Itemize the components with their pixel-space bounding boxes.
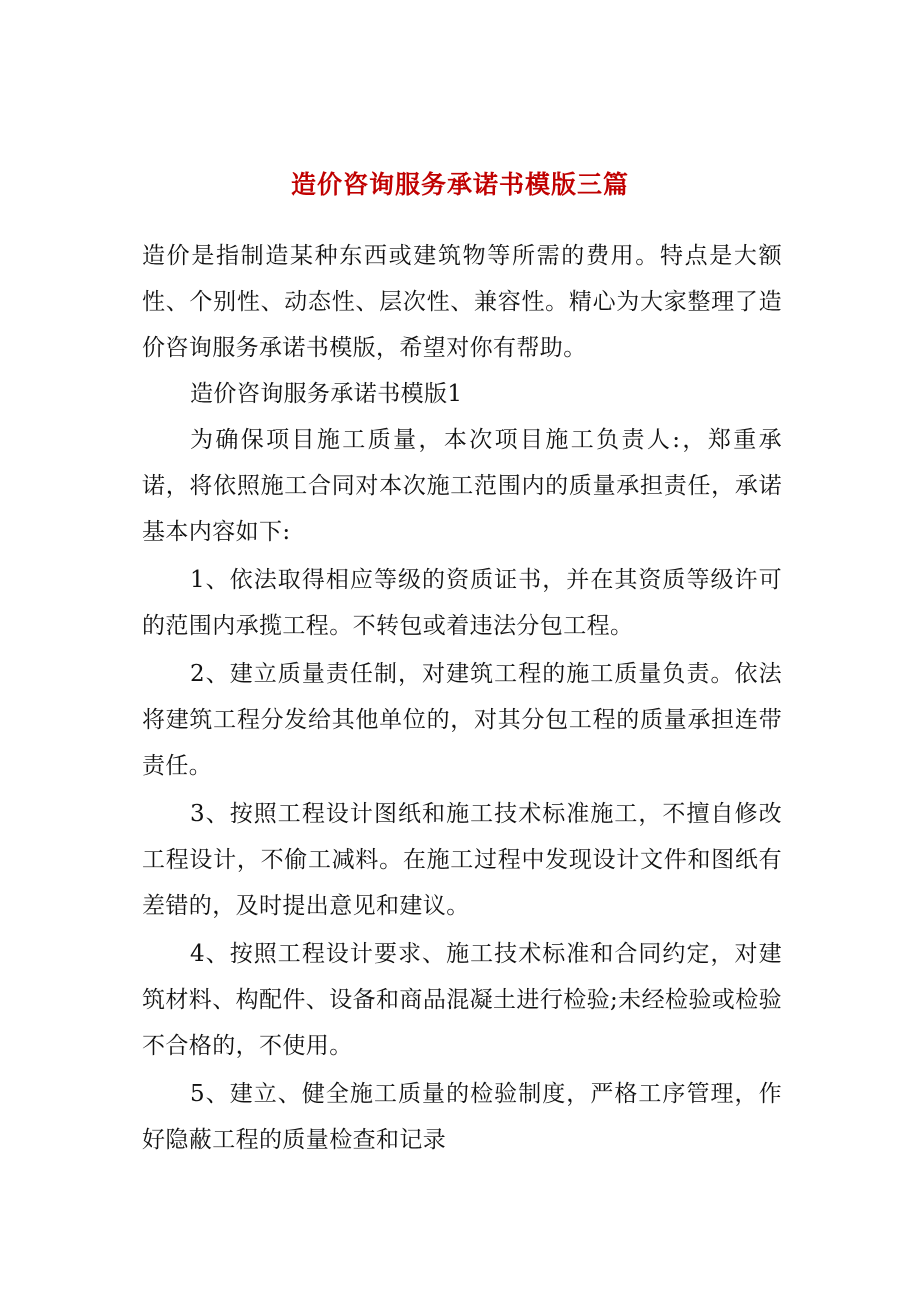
document-body [142, 233, 782, 1163]
commitment-item-5: 5、建立、健全施工质量的检验制度，严格工序管理，作好隐蔽工程的质量检查和记录 [142, 1081, 782, 1153]
commitment-item-4: 4、按照工程设计要求、施工技术标准和合同约定，对建筑材料、构配件、设备和商品混凝土进行检验;未经检验或检验不合格的，不使用。 [142, 941, 782, 1059]
document-title: 造价咨询服务承诺书模版三篇 [290, 170, 629, 199]
commitment-item-1: 1、依法取得相应等级的资质证书，并在其资质等级许可的范围内承揽工程。不转包或着违法分包工程。 [142, 567, 782, 639]
intro-paragraph: 造价是指制造某种东西或建筑物等所需的费用。特点是大额性、个别性、动态性、层次性、兼容性。精心为大家整理了造价咨询服务承诺书模版，希望对你有帮助。 [142, 243, 782, 361]
commitment-item-3: 3、按照工程设计图纸和施工技术标准施工，不擅自修改工程设计，不偷工减料。在施工过程中发现设计文件和图纸有差错的，及时提出意见和建议。 [142, 801, 782, 919]
section-heading: 造价咨询服务承诺书模版1 [190, 381, 463, 407]
commitment-item-2: 2、建立质量责任制，对建筑工程的施工质量负责。依法将建筑工程分发给其他单位的，对其分包工程的质量承担连带责任。 [142, 661, 782, 779]
opening-paragraph: 为确保项目施工质量，本次项目施工负责人:，郑重承诺，将依照施工合同对本次施工范围内的质量承担责任，承诺基本内容如下: [142, 427, 782, 545]
